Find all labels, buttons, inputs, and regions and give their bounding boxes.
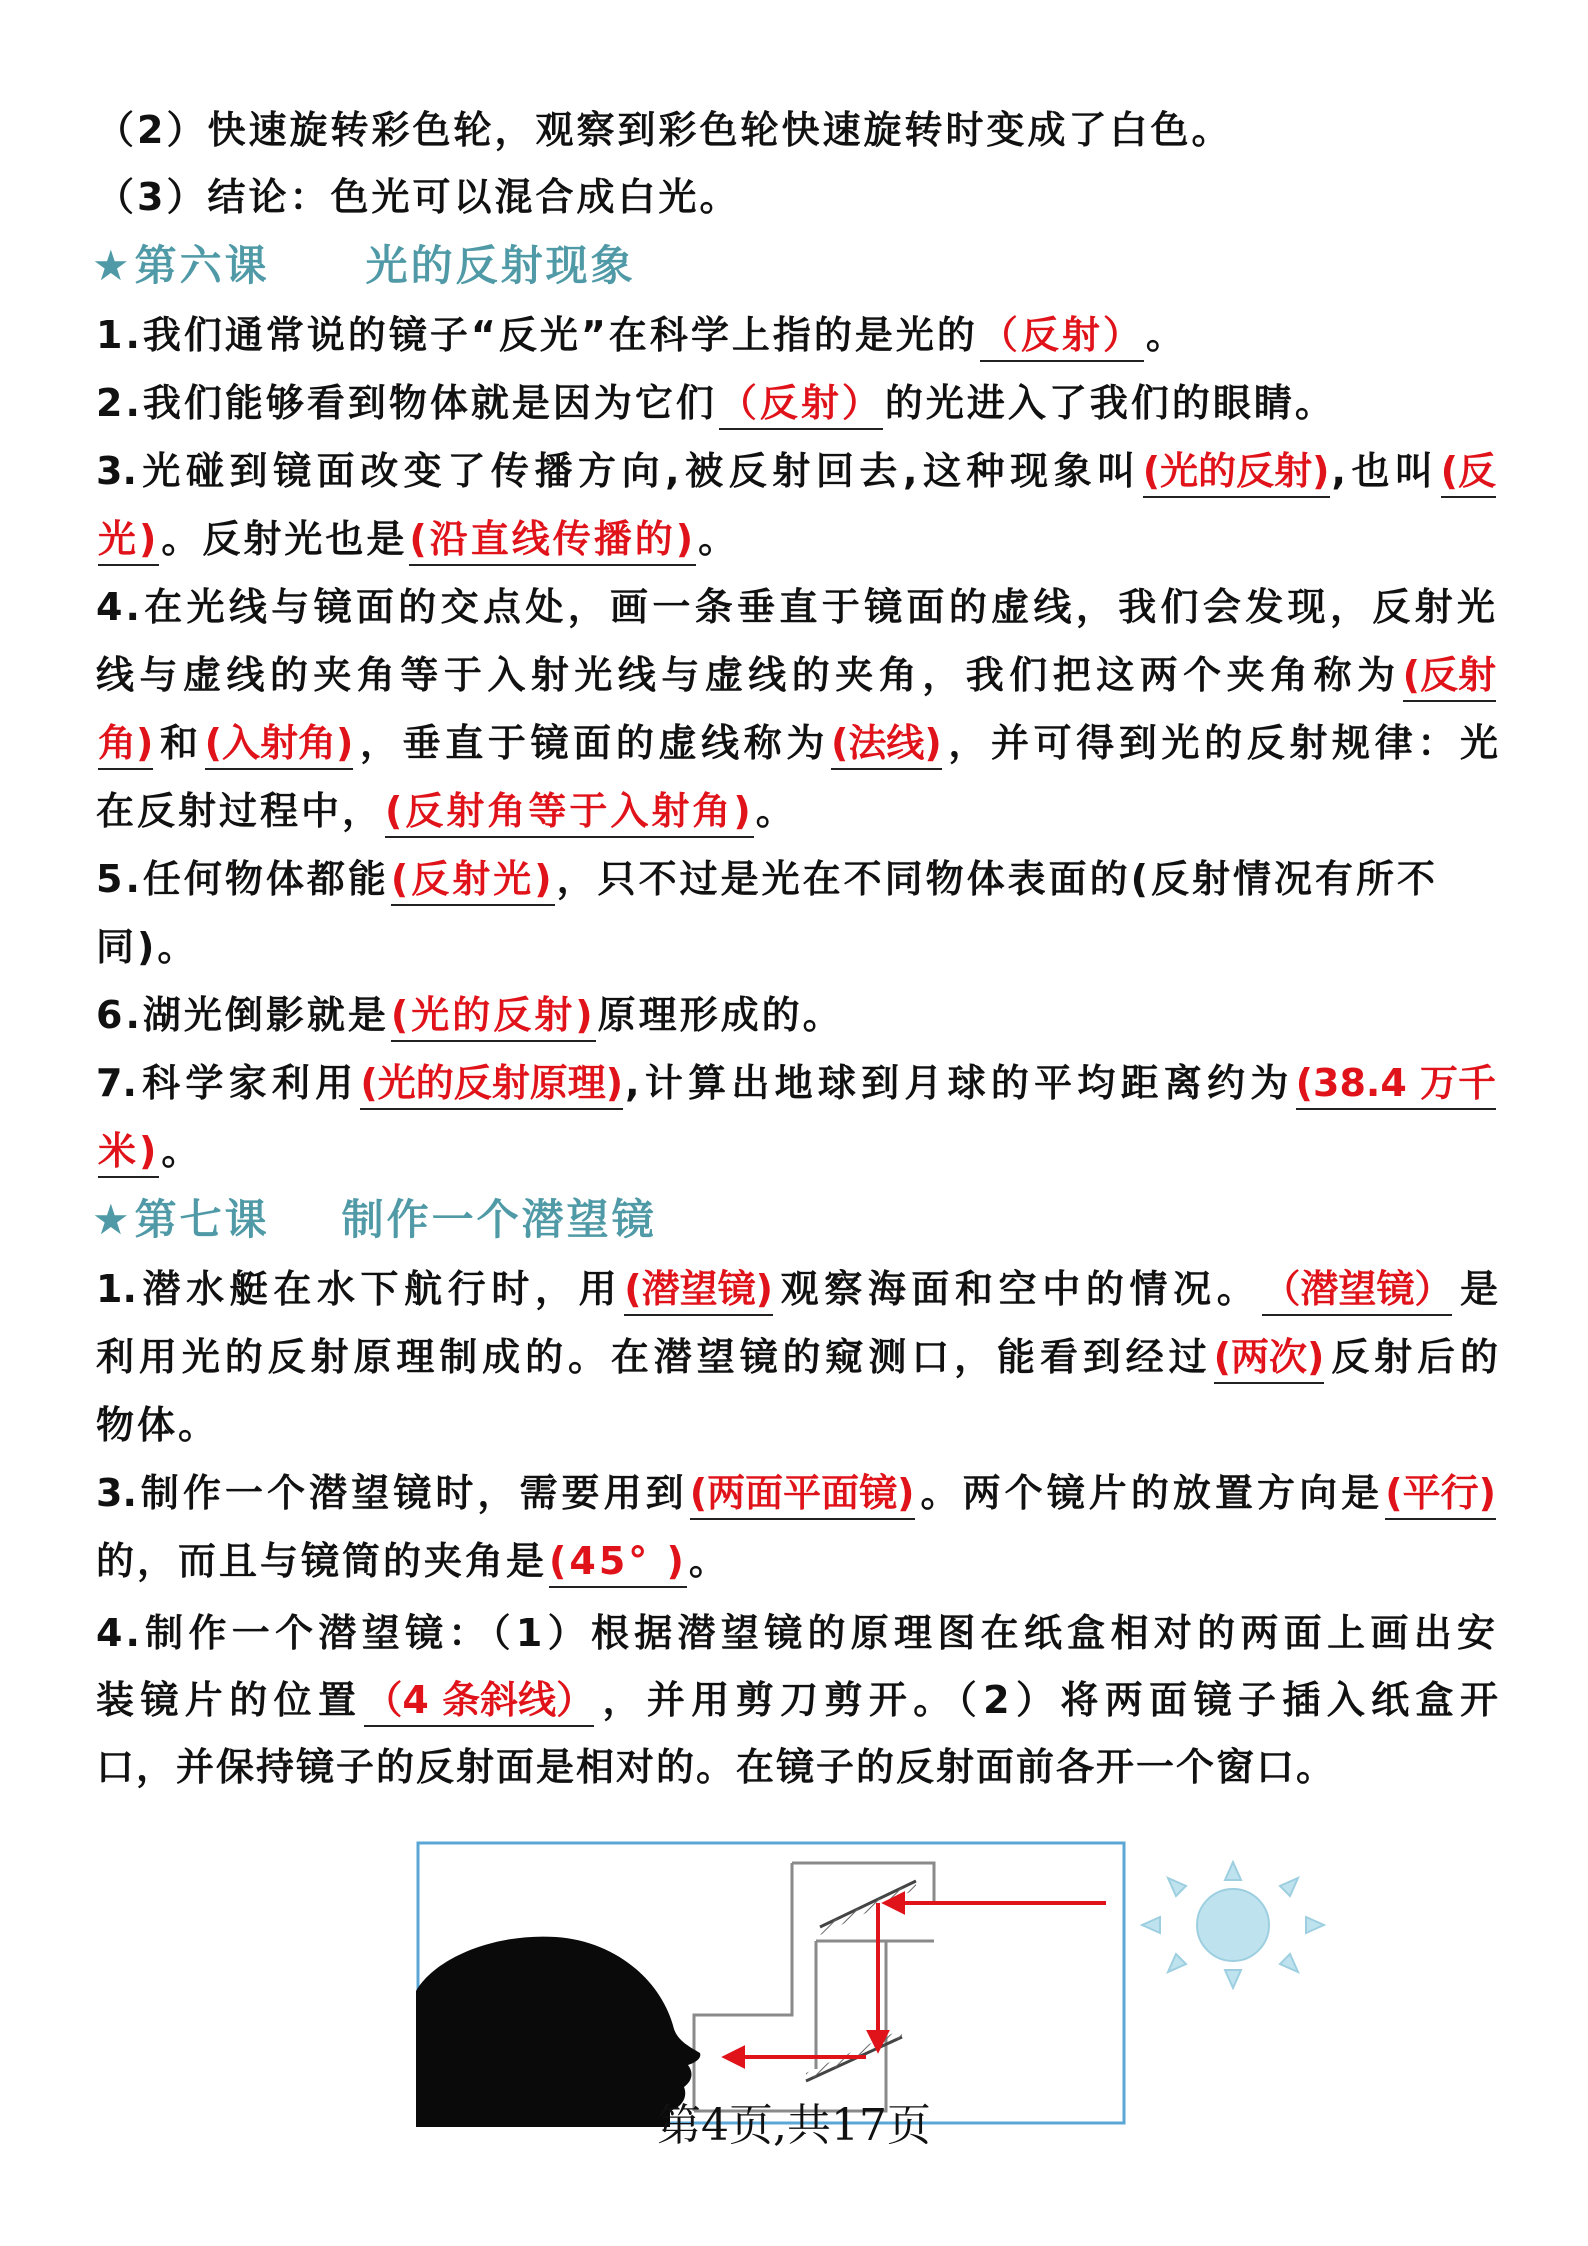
answer-blank: (沿直线传播的): [409, 514, 696, 566]
answer-blank: (反射角等于入射角): [385, 786, 754, 838]
lesson7-q1-line3: 物体。: [96, 1403, 220, 1447]
lesson7-q4-line1: 4.制作一个潜望镜：（1）根据潜望镜的原理图在纸盒相对的两面上画出安: [96, 1611, 1498, 1655]
star-icon: ★: [92, 241, 133, 290]
intro-line-2: （2）快速旋转彩色轮，观察到彩色轮快速旋转时变成了白色。: [96, 108, 1233, 152]
answer-blank: （潜望镜）: [1262, 1264, 1452, 1316]
answer-blank: (反射: [1403, 650, 1496, 702]
periscope-diagram: [416, 1841, 1144, 2129]
sun-icon: [1138, 1860, 1328, 1990]
intro-line-3: （3）结论：色光可以混合成白光。: [96, 175, 741, 219]
answer-blank: (两次): [1214, 1332, 1325, 1384]
answer-blank: (45° ): [549, 1536, 687, 1588]
answer-blank: (法线): [831, 718, 942, 770]
lesson6-title: 光的反射现象: [365, 241, 636, 290]
lesson6-q7-line2: 米)。: [96, 1121, 1498, 1181]
lesson6-q5-line2: 同)。: [96, 925, 199, 969]
lesson7-q4-line2: 装镜片的位置（4 条斜线），并用剪刀剪开。（2）将两面镜子插入纸盒开: [96, 1670, 1498, 1730]
lesson6-q4-line3: 角)和(入射角)，垂直于镜面的虚线称为(法线)，并可得到光的反射规律：光: [96, 713, 1498, 773]
answer-blank: (38.4 万千: [1296, 1058, 1496, 1110]
answer-blank: (反射光): [391, 854, 555, 906]
answer-blank: (光的反射): [391, 990, 596, 1042]
answer-blank: 米): [98, 1126, 159, 1178]
answer-blank: (入射角): [205, 718, 354, 770]
lesson7-q3-line1: 3.制作一个潜望镜时，需要用到(两面平面镜)。两个镜片的放置方向是(平行): [96, 1463, 1498, 1523]
lesson6-q4-line2: 线与虚线的夹角等于入射光线与虚线的夹角，我们把这两个夹角称为(反射: [96, 645, 1498, 705]
answer-blank: (两面平面镜): [690, 1468, 915, 1520]
lesson7-q3-line2: 的，而且与镜筒的夹角是(45° )。: [96, 1531, 1498, 1591]
answer-blank: (光的反射原理): [360, 1058, 623, 1110]
answer-blank: 光): [98, 514, 159, 566]
lesson7-q1-line2: 利用光的反射原理制成的。在潜望镜的窥测口，能看到经过(两次)反射后的: [96, 1327, 1498, 1387]
lesson6-q6: 6.湖光倒影就是(光的反射)原理形成的。: [96, 985, 1498, 1045]
lesson7-number: 第七课: [134, 1195, 270, 1244]
lesson6-number: 第六课: [134, 241, 270, 290]
answer-blank: 角): [98, 718, 153, 770]
lesson6-q4-line1: 4.在光线与镜面的交点处，画一条垂直于镜面的虚线，我们会发现，反射光: [96, 585, 1498, 629]
page-number: 第4页,共17页: [657, 2100, 931, 2151]
lesson7-q1-line1: 1.潜水艇在水下航行时，用(潜望镜)观察海面和空中的情况。（潜望镜）是: [96, 1259, 1498, 1319]
answer-blank: (潜望镜): [624, 1264, 773, 1316]
lesson6-q1: 1.我们通常说的镜子“反光”在科学上指的是光的（反射）。: [96, 305, 1498, 365]
star-icon: ★: [92, 1195, 133, 1244]
answer-blank: （反射）: [980, 310, 1144, 362]
lesson6-heading: [92, 236, 636, 296]
answer-blank: (光的反射): [1143, 446, 1330, 498]
lesson6-q3-line1: 3.光碰到镜面改变了传播方向,被反射回去,这种现象叫(光的反射),也叫(反: [96, 441, 1498, 501]
lesson6-q4-line4: 在反射过程中，(反射角等于入射角)。: [96, 781, 1498, 841]
answer-blank: (平行): [1385, 1468, 1496, 1520]
answer-blank: （4 条斜线）: [364, 1675, 594, 1727]
answer-blank: (反: [1441, 446, 1496, 498]
lesson6-q7-line1: 7.科学家利用(光的反射原理),计算出地球到月球的平均距离约为(38.4 万千: [96, 1053, 1498, 1113]
lesson7-heading: [92, 1190, 657, 1250]
answer-blank: （反射）: [719, 378, 883, 430]
lesson6-q5-line1: 5.任何物体都能(反射光)，只不过是光在不同物体表面的(反射情况有所不: [96, 849, 1498, 909]
lesson6-q3-line2: 光)。反射光也是(沿直线传播的)。: [96, 509, 1498, 569]
lesson7-q4-line3: 口，并保持镜子的反射面是相对的。在镜子的反射面前各开一个窗口。: [96, 1745, 1337, 1789]
lesson7-title: 制作一个潜望镜: [341, 1195, 657, 1244]
lesson6-q2: 2.我们能够看到物体就是因为它们（反射）的光进入了我们的眼睛。: [96, 373, 1498, 433]
